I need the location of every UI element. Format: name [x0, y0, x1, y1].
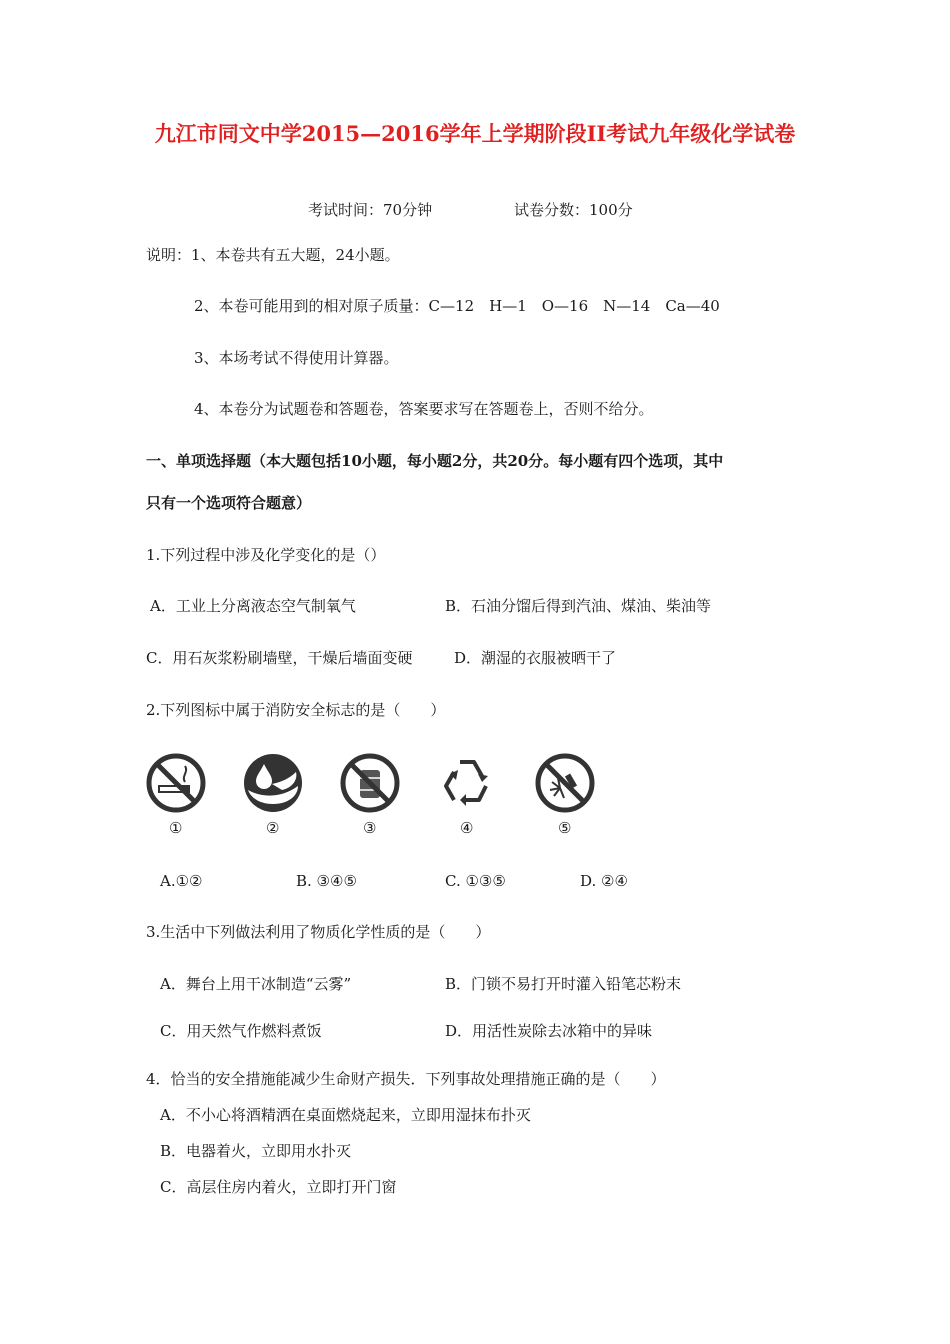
- q1-option-d: D．潮湿的衣服被晒干了: [454, 649, 617, 667]
- q4-stem: 4．恰当的安全措施能减少生命财产损失．下列事故处理措施正确的是（ ）: [146, 1070, 666, 1088]
- q3-option-c: C．用天然气作燃料煮饭: [160, 1022, 322, 1040]
- caption-5: ⑤: [558, 819, 572, 837]
- q3-option-d: D．用活性炭除去冰箱中的异味: [445, 1022, 653, 1040]
- q2-option-a: A.①②: [160, 872, 203, 890]
- note-2: 2、本卷可能用到的相对原子质量：C—12 H—1 O—16 N—14 Ca—40: [194, 297, 720, 315]
- caption-3: ③: [363, 819, 377, 837]
- q2-option-c: C. ①③⑤: [445, 872, 506, 890]
- q1-stem: 1.下列过程中涉及化学变化的是（）: [146, 546, 386, 564]
- q4-option-a: A．不小心将酒精洒在桌面燃烧起来，立即用湿抹布扑灭: [160, 1106, 531, 1124]
- no-oil-drum-icon: [339, 752, 401, 814]
- caption-4: ④: [460, 819, 474, 837]
- q2-stem: 2.下列图标中属于消防安全标志的是（ ）: [146, 701, 446, 719]
- no-smoking-icon: [145, 752, 207, 814]
- water-saving-icon: [242, 752, 304, 814]
- no-fireworks-icon: [534, 752, 596, 814]
- exam-time: 考试时间：70分钟: [308, 201, 433, 219]
- page-title: 九江市同文中学2015—2016学年上学期阶段II考试九年级化学试卷: [154, 121, 796, 146]
- caption-1: ①: [169, 819, 183, 837]
- caption-2: ②: [266, 819, 280, 837]
- q2-option-b: B. ③④⑤: [296, 872, 357, 890]
- note-1: 说明：1、本卷共有五大题，24小题。: [146, 246, 400, 264]
- q4-option-c: C．高层住房内着火，立即打开门窗: [160, 1178, 397, 1196]
- section-heading-line1: 一、单项选择题（本大题包括10小题，每小题2分，共20分。每小题有四个选项，其中: [146, 452, 724, 470]
- recycle-icon: [436, 752, 498, 814]
- note-3: 3、本场考试不得使用计算器。: [194, 349, 399, 367]
- q1-option-a: A．工业上分离液态空气制氧气: [150, 597, 356, 615]
- note-4: 4、本卷分为试题卷和答题卷，答案要求写在答题卷上，否则不给分。: [194, 400, 654, 418]
- exam-score: 试卷分数：100分: [514, 201, 633, 219]
- q1-option-c: C．用石灰浆粉刷墙壁，干燥后墙面变硬: [146, 649, 413, 667]
- q1-option-b: B．石油分馏后得到汽油、煤油、柴油等: [445, 597, 712, 615]
- q4-option-b: B．电器着火，立即用水扑灭: [160, 1142, 352, 1160]
- q2-option-d: D. ②④: [580, 872, 628, 890]
- q3-option-b: B．门锁不易打开时灌入铅笔芯粉末: [445, 975, 682, 993]
- section-heading-line2: 只有一个选项符合题意）: [146, 494, 312, 512]
- q2-sign-row: [0, 752, 950, 852]
- q3-option-a: A．舞台上用干冰制造“云雾”: [160, 975, 352, 993]
- q3-stem: 3.生活中下列做法利用了物质化学性质的是（ ）: [146, 923, 491, 941]
